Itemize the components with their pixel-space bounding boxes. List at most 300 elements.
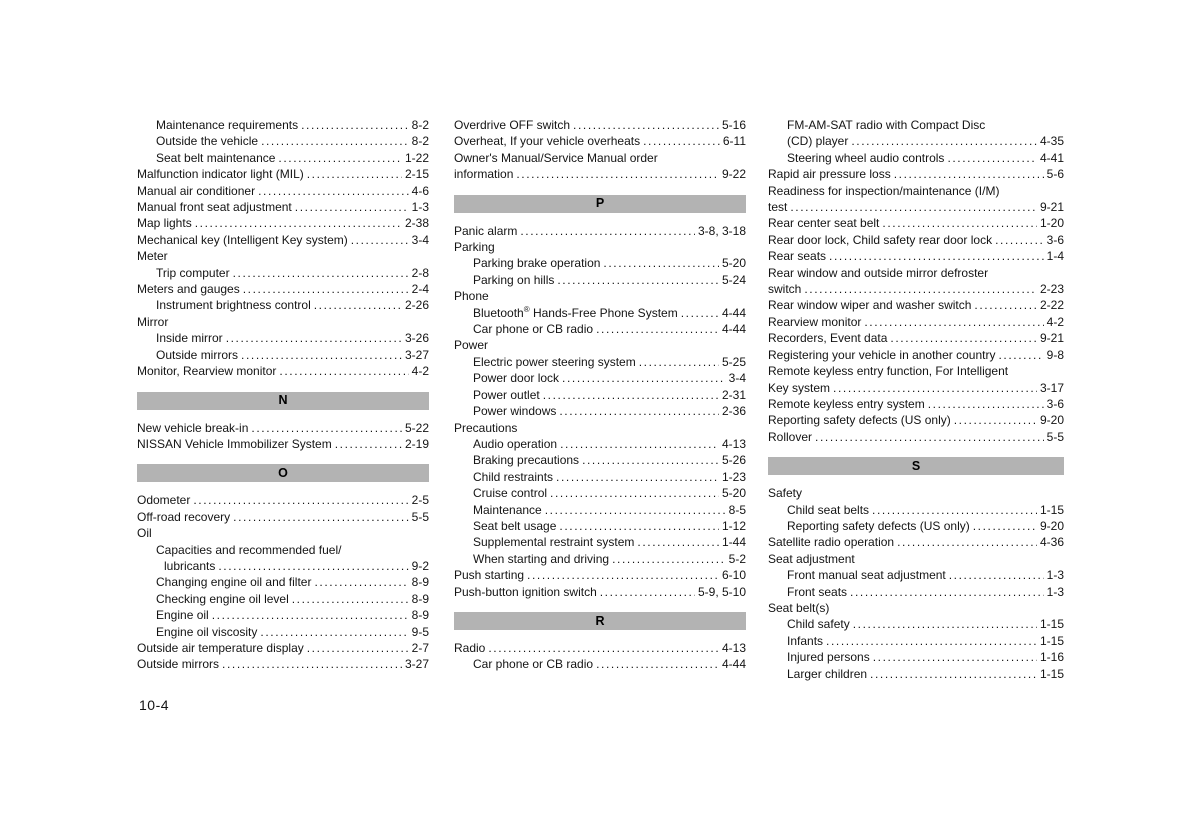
- entry-label: Inside mirror: [156, 331, 223, 346]
- entry-label: Infants: [787, 633, 824, 648]
- index-entry: [454, 133, 746, 149]
- entry-page-number: 2-36: [721, 404, 746, 419]
- entry-label: (CD) player: [787, 134, 849, 149]
- index-entry: [454, 436, 746, 452]
- index-entry: [768, 551, 1064, 567]
- index-entry: [137, 248, 429, 264]
- index-section-header: [137, 392, 429, 410]
- entry-page-number: 4-35: [1039, 134, 1064, 149]
- page-number: 10-4: [139, 697, 170, 713]
- index-entry: [768, 265, 1064, 281]
- dot-leader: [335, 436, 402, 452]
- entry-page-number: 8-9: [411, 591, 429, 606]
- entry-label: Trip computer: [156, 265, 230, 280]
- index-entry: [137, 574, 429, 590]
- entry-page-number: 1-3: [1046, 568, 1064, 583]
- index-entry: [137, 150, 429, 166]
- dot-leader: [559, 403, 719, 419]
- entry-label: Capacities and recommended fuel/: [156, 542, 342, 557]
- entry-label: Registering your vehicle in another country: [768, 347, 996, 362]
- entry-label: Manual front seat adjustment: [137, 200, 292, 215]
- dot-leader: [973, 518, 1037, 534]
- entry-page-number: 2-15: [404, 167, 429, 182]
- index-entry: [137, 183, 429, 199]
- index-entry: [454, 502, 746, 518]
- entry-page-number: 9-5: [411, 624, 429, 639]
- entry-label: Overheat, If your vehicle overheats: [454, 134, 641, 149]
- index-entry: [768, 166, 1064, 182]
- index-entry: [454, 288, 746, 304]
- index-section-header: [137, 464, 429, 482]
- entry-page-number: 4-6: [411, 183, 429, 198]
- dot-leader: [928, 396, 1044, 412]
- entry-page-number: 1-16: [1039, 650, 1064, 665]
- dot-leader: [307, 166, 402, 182]
- dot-leader: [226, 330, 402, 346]
- index-entry: [768, 117, 1064, 133]
- index-entry: [454, 656, 746, 672]
- entry-page-number: 5-16: [721, 118, 746, 132]
- dot-leader: [998, 347, 1043, 363]
- entry-label: Key system: [768, 380, 831, 395]
- entry-label: Bluetooth® Hands-Free Phone System: [473, 304, 678, 320]
- entry-label: Outside the vehicle: [156, 134, 259, 149]
- index-entry: [454, 452, 746, 468]
- index-column-left: [137, 117, 429, 673]
- dot-leader: [637, 534, 719, 550]
- index-entry: [768, 584, 1064, 600]
- entry-page-number: 5-6: [1046, 167, 1064, 182]
- entry-page-number: 9-20: [1039, 413, 1064, 428]
- entry-page-number: 2-19: [404, 436, 429, 451]
- entry-page-number: 2-5: [411, 493, 429, 508]
- index-entry: [454, 239, 746, 255]
- entry-label: Mechanical key (Intelligent Key system): [137, 232, 348, 247]
- dot-leader: [639, 354, 719, 370]
- entry-label: Map lights: [137, 216, 192, 231]
- index-entry: [768, 396, 1064, 412]
- index-entry: [454, 551, 746, 567]
- index-entry: [768, 248, 1064, 264]
- dot-leader: [314, 297, 402, 313]
- entry-page-number: 5-20: [721, 486, 746, 501]
- entry-page-number: 5-9, 5-10: [697, 584, 746, 599]
- entry-label: Push-button ignition switch: [454, 584, 597, 599]
- section-letter: O: [278, 466, 288, 481]
- entry-label: Overdrive OFF switch: [454, 118, 571, 132]
- entry-label: Rollover: [768, 429, 813, 444]
- index-entry: [768, 215, 1064, 231]
- entry-page-number: 5-26: [721, 453, 746, 468]
- entry-label: FM-AM-SAT radio with Compact Disc: [787, 118, 986, 132]
- entry-label: Cruise control: [473, 486, 548, 501]
- dot-leader: [545, 502, 726, 518]
- index-entry: [454, 223, 746, 239]
- entry-label: Phone: [454, 289, 489, 304]
- entry-label: Radio: [454, 640, 486, 655]
- entry-label: Child seat belts: [787, 502, 870, 517]
- entry-label: Reporting safety defects (US only): [787, 518, 970, 533]
- entry-page-number: 3-27: [404, 657, 429, 672]
- index-entry: [454, 469, 746, 485]
- entry-page-number: 5-2: [728, 551, 746, 566]
- dot-leader: [556, 469, 719, 485]
- entry-label: Car phone or CB radio: [473, 322, 594, 337]
- entry-page-number: 1-15: [1039, 502, 1064, 517]
- entry-label: Meter: [137, 249, 168, 264]
- index-entry: [454, 485, 746, 501]
- entry-label: Rear window wiper and washer switch: [768, 298, 972, 313]
- entry-page-number: 1-44: [721, 535, 746, 550]
- dot-leader: [557, 272, 719, 288]
- entry-label: When starting and driving: [473, 551, 610, 566]
- dot-leader: [560, 436, 719, 452]
- entry-page-number: 3-17: [1039, 380, 1064, 395]
- dot-leader: [243, 281, 409, 297]
- index-entry: [454, 255, 746, 271]
- dot-leader: [562, 370, 726, 386]
- entry-page-number: 6-10: [721, 568, 746, 583]
- index-column-right: [768, 117, 1064, 682]
- entry-label: Changing engine oil and filter: [156, 575, 312, 590]
- section-letter: P: [595, 196, 605, 211]
- dot-leader: [261, 133, 409, 149]
- dot-leader: [864, 314, 1043, 330]
- entry-label: Parking brake operation: [473, 256, 601, 271]
- entry-page-number: 5-22: [404, 420, 429, 435]
- entry-label: Instrument brightness control: [156, 298, 311, 313]
- entry-page-number: 9-8: [1046, 347, 1064, 362]
- index-entry: [768, 666, 1064, 682]
- dot-leader: [897, 534, 1037, 550]
- entry-label: Front manual seat adjustment: [787, 568, 946, 583]
- dot-leader: [520, 223, 695, 239]
- index-entry: [768, 232, 1064, 248]
- index-column-middle: [454, 117, 746, 673]
- index-entry: [768, 502, 1064, 518]
- index-entry: [454, 321, 746, 337]
- entry-label: Rear seats: [768, 249, 827, 264]
- entry-label: Rear door lock, Child safety rear door lock: [768, 232, 993, 247]
- section-letter: S: [911, 458, 921, 473]
- entry-page-number: 4-13: [721, 436, 746, 451]
- section-letter: R: [595, 613, 605, 628]
- entry-label: Mirror: [137, 314, 169, 329]
- entry-page-number: 3-27: [404, 347, 429, 362]
- dot-leader: [833, 380, 1037, 396]
- entry-label: Audio operation: [473, 436, 558, 451]
- index-entry: [137, 591, 429, 607]
- dot-leader: [351, 232, 409, 248]
- index-entry: [768, 363, 1064, 379]
- index-entry: [137, 640, 429, 656]
- entry-page-number: 4-2: [411, 364, 429, 379]
- entry-page-number: 2-4: [411, 282, 429, 297]
- dot-leader: [603, 255, 719, 271]
- dot-leader: [307, 640, 409, 656]
- index-entry: [137, 624, 429, 640]
- entry-label: Power door lock: [473, 371, 560, 386]
- dot-leader: [195, 215, 402, 231]
- entry-page-number: 2-31: [721, 387, 746, 402]
- index-entry: [137, 265, 429, 281]
- entry-label: Front seats: [787, 584, 848, 599]
- entry-page-number: 5-24: [721, 272, 746, 287]
- entry-label: Engine oil viscosity: [156, 624, 258, 639]
- dot-leader: [241, 347, 402, 363]
- dot-leader: [582, 452, 719, 468]
- entry-page-number: 3-8, 3-18: [697, 223, 746, 238]
- entry-label: Engine oil: [156, 608, 209, 623]
- dot-leader: [790, 199, 1037, 215]
- index-entry: [768, 314, 1064, 330]
- index-entry: [137, 117, 429, 133]
- dot-leader: [974, 297, 1037, 313]
- index-entry: [137, 199, 429, 215]
- dot-leader: [596, 656, 719, 672]
- entry-page-number: 1-15: [1039, 666, 1064, 681]
- index-entry: [137, 281, 429, 297]
- dot-leader: [251, 420, 402, 436]
- entry-label: New vehicle break-in: [137, 420, 249, 435]
- dot-leader: [295, 199, 409, 215]
- entry-page-number: 4-2: [1046, 314, 1064, 329]
- index-entry: [768, 199, 1064, 215]
- dot-leader: [949, 567, 1044, 583]
- dot-leader: [233, 265, 409, 281]
- entry-label: Larger children: [787, 666, 868, 681]
- index-entry: [768, 281, 1064, 297]
- index-entry: [454, 518, 746, 534]
- entry-label: Braking precautions: [473, 453, 580, 468]
- dot-leader: [550, 485, 719, 501]
- entry-label: Checking engine oil level: [156, 591, 289, 606]
- registered-trademark-symbol: ®: [523, 304, 530, 314]
- entry-page-number: 4-44: [721, 322, 746, 337]
- entry-label: Seat belt(s): [768, 600, 830, 615]
- section-letter: N: [278, 393, 288, 408]
- dot-leader: [894, 166, 1044, 182]
- entry-label: Rear window and outside mirror defroster: [768, 265, 989, 280]
- index-entry: [137, 436, 429, 452]
- entry-label: Meters and gauges: [137, 282, 240, 297]
- entry-page-number: 8-9: [411, 608, 429, 623]
- index-entry: [454, 272, 746, 288]
- dot-leader: [890, 330, 1037, 346]
- dot-leader: [873, 649, 1037, 665]
- entry-page-number: 3-4: [411, 232, 429, 247]
- entry-label: Injured persons: [787, 650, 870, 665]
- entry-label: Precautions: [454, 420, 518, 435]
- entry-label: Parking on hills: [473, 272, 555, 287]
- entry-page-number: 8-9: [411, 575, 429, 590]
- dot-leader: [218, 558, 408, 574]
- index-entry: [454, 420, 746, 436]
- entry-label: Power: [454, 338, 489, 353]
- entry-page-number: 1-3: [411, 200, 429, 215]
- index-entry: [137, 314, 429, 330]
- index-entry: [137, 509, 429, 525]
- entry-label: Seat belt maintenance: [156, 150, 276, 165]
- dot-leader: [850, 584, 1044, 600]
- index-entry: [454, 354, 746, 370]
- index-entry: [137, 492, 429, 508]
- index-entry: [768, 616, 1064, 632]
- entry-page-number: 9-22: [721, 167, 746, 182]
- entry-label: Car phone or CB radio: [473, 657, 594, 672]
- entry-page-number: 9-20: [1039, 518, 1064, 533]
- entry-page-number: 5-5: [411, 509, 429, 524]
- entry-label: Readiness for inspection/maintenance (I/M): [768, 183, 1000, 198]
- entry-label: Rearview monitor: [768, 314, 862, 329]
- entry-label: NISSAN Vehicle Immobilizer System: [137, 436, 332, 451]
- index-entry: [454, 150, 746, 166]
- index-entry: [768, 297, 1064, 313]
- entry-page-number: 2-22: [1039, 298, 1064, 313]
- entry-label: Recorders, Event data: [768, 331, 888, 346]
- dot-leader: [314, 574, 408, 590]
- entry-label: Oil: [137, 526, 152, 541]
- entry-label: Rear center seat belt: [768, 216, 880, 231]
- dot-leader: [882, 215, 1037, 231]
- entry-page-number: 3-4: [728, 371, 746, 386]
- dot-leader: [872, 502, 1037, 518]
- entry-page-number: 9-21: [1039, 331, 1064, 346]
- dot-leader: [851, 133, 1037, 149]
- dot-leader: [853, 616, 1037, 632]
- index-entry: [137, 297, 429, 313]
- entry-label: Outside air temperature display: [137, 640, 304, 655]
- index-entry: [454, 166, 746, 182]
- entry-label: Monitor, Rearview monitor: [137, 364, 277, 379]
- index-entry: [768, 133, 1064, 149]
- entry-label: Off-road recovery: [137, 509, 231, 524]
- entry-label: Child restraints: [473, 469, 554, 484]
- index-entry: [768, 183, 1064, 199]
- entry-page-number: 1-12: [721, 518, 746, 533]
- index-entry: [137, 232, 429, 248]
- entry-page-number: 2-8: [411, 265, 429, 280]
- entry-page-number: 1-15: [1039, 633, 1064, 648]
- entry-label: lubricants: [164, 558, 216, 573]
- entry-label: Supplemental restraint system: [473, 535, 635, 550]
- entry-label: Outside mirrors: [156, 347, 239, 362]
- index-entry: [137, 558, 429, 574]
- index-entry: [768, 429, 1064, 445]
- index-entry: [768, 567, 1064, 583]
- entry-page-number: 2-7: [411, 640, 429, 655]
- entry-label: switch: [768, 282, 802, 297]
- entry-page-number: 4-13: [721, 640, 746, 655]
- entry-label: Outside mirrors: [137, 657, 220, 672]
- dot-leader: [292, 591, 409, 607]
- entry-page-number: 5-25: [721, 354, 746, 369]
- entry-label: Remote keyless entry system: [768, 396, 925, 411]
- index-entry: [768, 347, 1064, 363]
- index-entry: [768, 518, 1064, 534]
- entry-page-number: 1-3: [1046, 584, 1064, 599]
- index-section-header: [454, 195, 746, 213]
- index-entry: [454, 640, 746, 656]
- entry-label: Parking: [454, 240, 495, 255]
- index-entry: [454, 337, 746, 353]
- entry-page-number: 4-44: [721, 657, 746, 672]
- entry-page-number: 1-15: [1039, 617, 1064, 632]
- entry-label: Power windows: [473, 404, 557, 419]
- dot-leader: [829, 248, 1044, 264]
- entry-page-number: 3-6: [1046, 396, 1064, 411]
- index-entry: [137, 166, 429, 182]
- entry-page-number: 1-23: [721, 469, 746, 484]
- index-entry: [768, 412, 1064, 428]
- index-entry: [454, 403, 746, 419]
- entry-label: Maintenance requirements: [156, 118, 299, 132]
- index-entry: [137, 133, 429, 149]
- entry-label: Steering wheel audio controls: [787, 150, 945, 165]
- entry-page-number: 2-26: [404, 298, 429, 313]
- entry-page-number: 1-22: [404, 150, 429, 165]
- entry-page-number: 4-44: [721, 305, 746, 320]
- entry-page-number: 5-5: [1046, 429, 1064, 444]
- entry-page-number: 3-6: [1046, 232, 1064, 247]
- entry-page-number: 6-11: [722, 134, 746, 149]
- index-entry: [768, 600, 1064, 616]
- entry-page-number: 1-4: [1046, 249, 1064, 264]
- dot-leader: [681, 305, 719, 321]
- entry-label: Seat belt usage: [473, 518, 557, 533]
- entry-page-number: 3-26: [404, 331, 429, 346]
- dot-leader: [278, 150, 402, 166]
- entry-label: Satellite radio operation: [768, 535, 895, 550]
- dot-leader: [995, 232, 1044, 248]
- entry-page-number: 2-38: [404, 216, 429, 231]
- entry-page-number: 5-20: [721, 256, 746, 271]
- entry-label: Manual air conditioner: [137, 183, 256, 198]
- dot-leader: [600, 584, 695, 600]
- index-section-header: [768, 457, 1064, 475]
- index-entry: [768, 380, 1064, 396]
- entry-page-number: 2-23: [1039, 282, 1064, 297]
- entry-page-number: 8-2: [411, 118, 429, 132]
- entry-label: Power outlet: [473, 387, 540, 402]
- dot-leader: [488, 640, 719, 656]
- dot-leader: [233, 509, 409, 525]
- entry-label: Malfunction indicator light (MIL): [137, 167, 304, 182]
- dot-leader: [612, 551, 726, 567]
- entry-page-number: 8-5: [728, 502, 746, 517]
- entry-label: Push starting: [454, 568, 525, 583]
- dot-leader: [258, 183, 409, 199]
- index-entry: [137, 420, 429, 436]
- dot-leader: [543, 387, 719, 403]
- index-entry: [454, 370, 746, 386]
- entry-label: Reporting safety defects (US only): [768, 413, 951, 428]
- index-entry: [454, 584, 746, 600]
- dot-leader: [279, 363, 408, 379]
- index-entry: [137, 542, 429, 558]
- index-entry: [768, 150, 1064, 166]
- entry-label: Rapid air pressure loss: [768, 167, 891, 182]
- entry-label: Remote keyless entry function, For Intelligent: [768, 364, 1009, 379]
- entry-page-number: 4-36: [1039, 535, 1064, 550]
- index-entry: [137, 347, 429, 363]
- entry-page-number: 4-41: [1039, 150, 1064, 165]
- index-entry: [454, 117, 746, 133]
- dot-leader: [222, 656, 402, 672]
- index-entry: [137, 525, 429, 541]
- dot-leader: [516, 166, 719, 182]
- index-entry: [137, 363, 429, 379]
